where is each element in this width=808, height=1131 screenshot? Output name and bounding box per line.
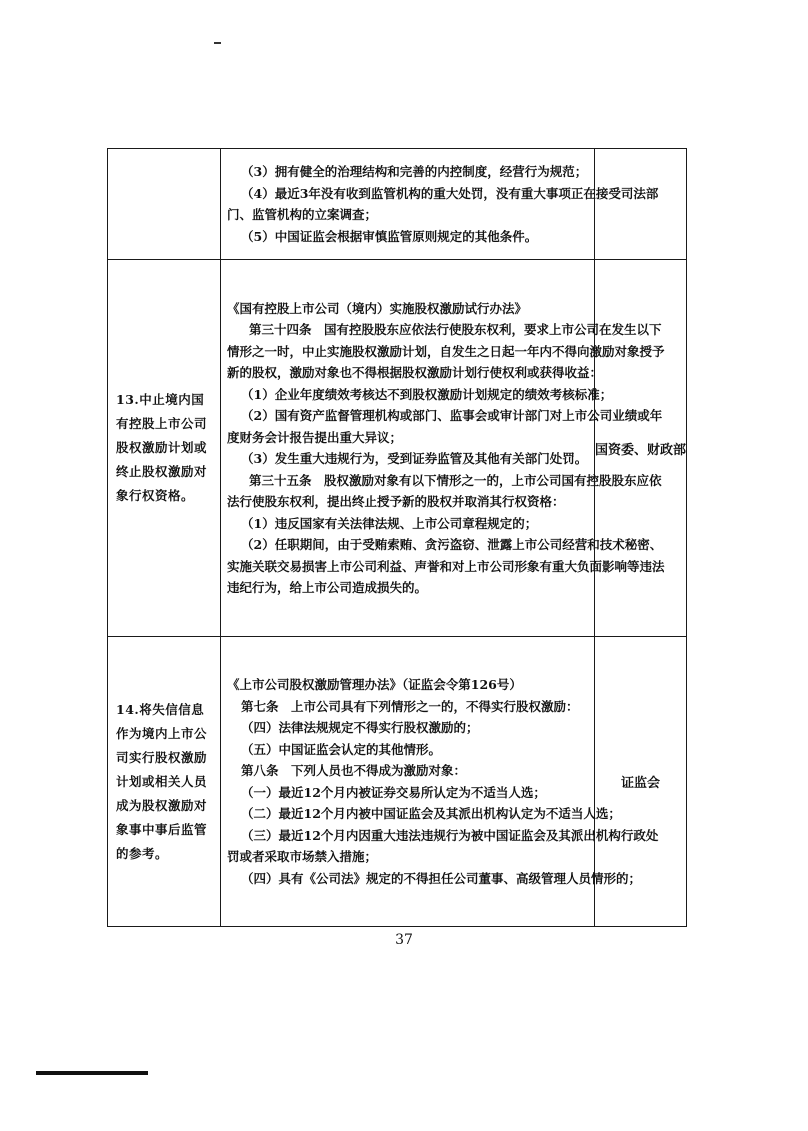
text-line: （3）拥有健全的治理结构和完善的内控制度，经营行为规范； bbox=[241, 164, 588, 179]
text-line: （5）中国证监会根据审慎监管原则规定的其他条件。 bbox=[241, 228, 538, 244]
text-line: 情形之一时，中止实施股权激励计划，自发生之日起一年内不得向激励对象授予 bbox=[227, 343, 665, 359]
text-line: 法行使股东权利，提出终止授予新的股权并取消其行权资格： bbox=[227, 494, 565, 509]
text-line: （五）中国证监会认定的其他情形。 bbox=[241, 741, 442, 757]
text-line: （二）最近12个月内被中国证监会及其派出机构认定为不适当人选； bbox=[241, 806, 621, 821]
text-line: 《上市公司股权激励管理办法》（证监会令第126号） bbox=[227, 677, 522, 692]
text-line: 第八条 下列人员也不得成为激励对象： bbox=[241, 763, 467, 778]
text-line: 罚或者采取市场禁入措施； bbox=[227, 849, 378, 864]
text-line: （1）违反国家有关法律法规、上市公司章程规定的； bbox=[241, 515, 538, 531]
scan-mark bbox=[214, 42, 221, 44]
basis-cell bbox=[221, 637, 659, 927]
measure-cell: 13.中止境内国有控股上市公司股权激励计划或终止股权激励对象行权资格。 bbox=[108, 260, 221, 637]
authority-cell: 证监会 bbox=[595, 637, 687, 927]
text-line: 第七条 上市公司具有下列情形之一的，不得实行股权激励： bbox=[241, 698, 579, 714]
text-line: （四）具有《公司法》规定的不得担任公司董事、高级管理人员情形的； bbox=[241, 870, 642, 886]
text-line: （1）企业年度绩效考核达不到股权激励计划规定的绩效考核标准； bbox=[241, 386, 613, 402]
text-line: 第三十五条 股权激励对象有以下情形之一的，上市公司国有控股股东应依 bbox=[249, 472, 662, 488]
authority-cell bbox=[595, 149, 687, 260]
text-line: 《国有控股上市公司（境内）实施股权激励试行办法》 bbox=[227, 300, 528, 316]
text-line: 违纪行为，给上市公司造成损失的。 bbox=[227, 580, 428, 595]
text-line: （2）任职期间，由于受贿索贿、贪污盗窃、泄露上市公司经营和技术秘密、 bbox=[241, 537, 663, 552]
text-line: 新的股权，激励对象也不得根据股权激励计划行使权利或获得收益： bbox=[227, 365, 603, 380]
text-line: （一）最近12个月内被证券交易所认定为不适当人选； bbox=[241, 784, 546, 800]
text-line: 度财务会计报告提出重大异议； bbox=[227, 429, 403, 445]
scan-edge-mark bbox=[36, 1071, 148, 1075]
text-line: 实施关联交易损害上市公司利益、声誉和对上市公司形象有重大负面影响等违法 bbox=[227, 558, 665, 574]
basis-cell bbox=[221, 149, 659, 260]
text-line: （3）发生重大违规行为，受到证券监管及其他有关部门处罚。 bbox=[241, 451, 588, 466]
regulation-table bbox=[107, 148, 687, 927]
table-row bbox=[108, 637, 687, 927]
authority-cell: 国资委、财政部 bbox=[595, 260, 687, 637]
table-row bbox=[108, 149, 687, 260]
text-line: （2）国有资产监督管理机构或部门、监事会或审计部门对上市公司业绩或年 bbox=[241, 408, 663, 423]
text-line: 第三十四条 国有控股股东应依法行使股东权利，要求上市公司在发生以下 bbox=[249, 322, 662, 337]
measure-cell bbox=[108, 149, 221, 260]
text-line: （4）最近3年没有收到监管机构的重大处罚，没有重大事项正在接受司法部 bbox=[241, 185, 659, 201]
page-number: 37 bbox=[395, 932, 413, 948]
measure-cell: 14.将失信信息作为境内上市公司实行股权激励计划或相关人员成为股权激励对象事中事后监管的参考。 bbox=[108, 637, 221, 927]
text-line: （四）法律法规规定不得实行股权激励的； bbox=[241, 720, 479, 735]
table-row bbox=[108, 260, 687, 637]
text-line: 门、监管机构的立案调查； bbox=[227, 207, 378, 222]
text-line: （三）最近12个月内因重大违法违规行为被中国证监会及其派出机构行政处 bbox=[241, 827, 659, 843]
